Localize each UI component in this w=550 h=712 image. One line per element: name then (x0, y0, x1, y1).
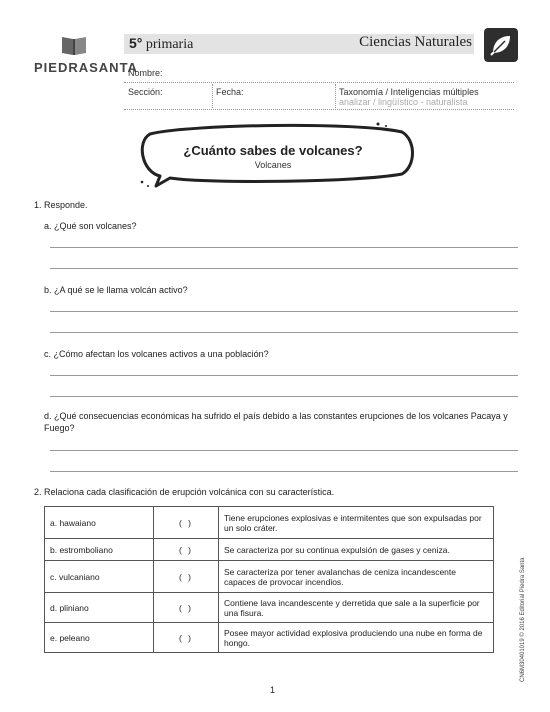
answer-blank[interactable]: ( ) (154, 507, 219, 539)
copyright-side-text: CN6M30401019 © 2016 Editorial Piedra Santa (520, 557, 526, 682)
answer-blank[interactable]: ( ) (154, 539, 219, 561)
grade-text: primaria (145, 37, 194, 52)
nombre-field-line[interactable] (124, 82, 514, 83)
field-divider (212, 84, 213, 108)
worksheet-subtitle: Volcanes (254, 160, 292, 170)
answer-line[interactable] (50, 375, 518, 376)
eruption-description: Tiene erupciones explosivas e intermitentes que son expulsadas por un solo cráter. (219, 507, 494, 539)
eruption-type: d. pliniano (45, 593, 154, 623)
question-b: b. ¿A qué se le llama volcán activo? (44, 285, 188, 295)
answer-line[interactable] (50, 332, 518, 333)
eruption-type: e. peleano (45, 623, 154, 653)
answer-line[interactable] (50, 396, 518, 397)
question-d: d. ¿Qué consecuencias económicas ha sufrido el país debido a las constantes erupciones de los volcanes Pacaya y Fuego? (44, 411, 508, 433)
matching-table (44, 506, 494, 653)
topic-sub-label: analizar / lingüístico - naturalista (339, 97, 468, 107)
fecha-label: Fecha: (216, 87, 244, 97)
eruption-type: b. estromboliano (45, 539, 154, 561)
nombre-label: Nombre: (128, 68, 163, 78)
question-c: c. ¿Cómo afectan los volcanes activos a una población? (44, 349, 269, 359)
answer-line[interactable] (50, 247, 518, 248)
table-row (45, 507, 494, 539)
section-2-heading: 2. Relaciona cada clasificación de erupción volcánica con su característica. (34, 487, 335, 497)
grade-number: 5° (129, 35, 143, 51)
table-row (45, 593, 494, 623)
eruption-description: Se caracteriza por su continua expulsión de gases y ceniza. (219, 539, 494, 561)
worksheet-title: ¿Cuánto sabes de volcanes? (183, 143, 363, 158)
answer-line[interactable] (50, 268, 518, 269)
answer-blank[interactable]: ( ) (154, 623, 219, 653)
topic-label: Taxonomía / Inteligencias múltiples (339, 87, 479, 97)
leaf-icon (484, 28, 518, 62)
table-row (45, 561, 494, 593)
eruption-description: Posee mayor actividad explosiva produciendo una nube en forma de hongo. (219, 623, 494, 653)
page-number: 1 (270, 685, 276, 695)
answer-blank[interactable]: ( ) (154, 561, 219, 593)
question-a: a. ¿Qué son volcanes? (44, 221, 137, 231)
grade-label (129, 35, 193, 53)
table-row (45, 623, 494, 653)
answer-line[interactable] (50, 471, 518, 472)
header-bottom-line (124, 109, 514, 110)
eruption-description: Contiene lava incandescente y derretida que sale a la superficie por una fisura. (219, 593, 494, 623)
section-1-heading: 1. Responde. (34, 200, 88, 210)
brand-logo-text: PIEDRASANTA (34, 60, 138, 75)
answer-line[interactable] (50, 311, 518, 312)
field-divider (335, 84, 336, 108)
seccion-label: Sección: (128, 87, 163, 97)
answer-blank[interactable]: ( ) (154, 593, 219, 623)
answer-line[interactable] (50, 450, 518, 451)
eruption-type: c. vulcaniano (45, 561, 154, 593)
book-logo-icon (60, 34, 88, 56)
table-row (45, 539, 494, 561)
eruption-type: a. hawaiano (45, 507, 154, 539)
subject-title: Ciencias Naturales (359, 34, 472, 50)
eruption-description: Se caracteriza por tener avalanchas de ceniza incandescente capaces de provocar incendios. (219, 561, 494, 593)
